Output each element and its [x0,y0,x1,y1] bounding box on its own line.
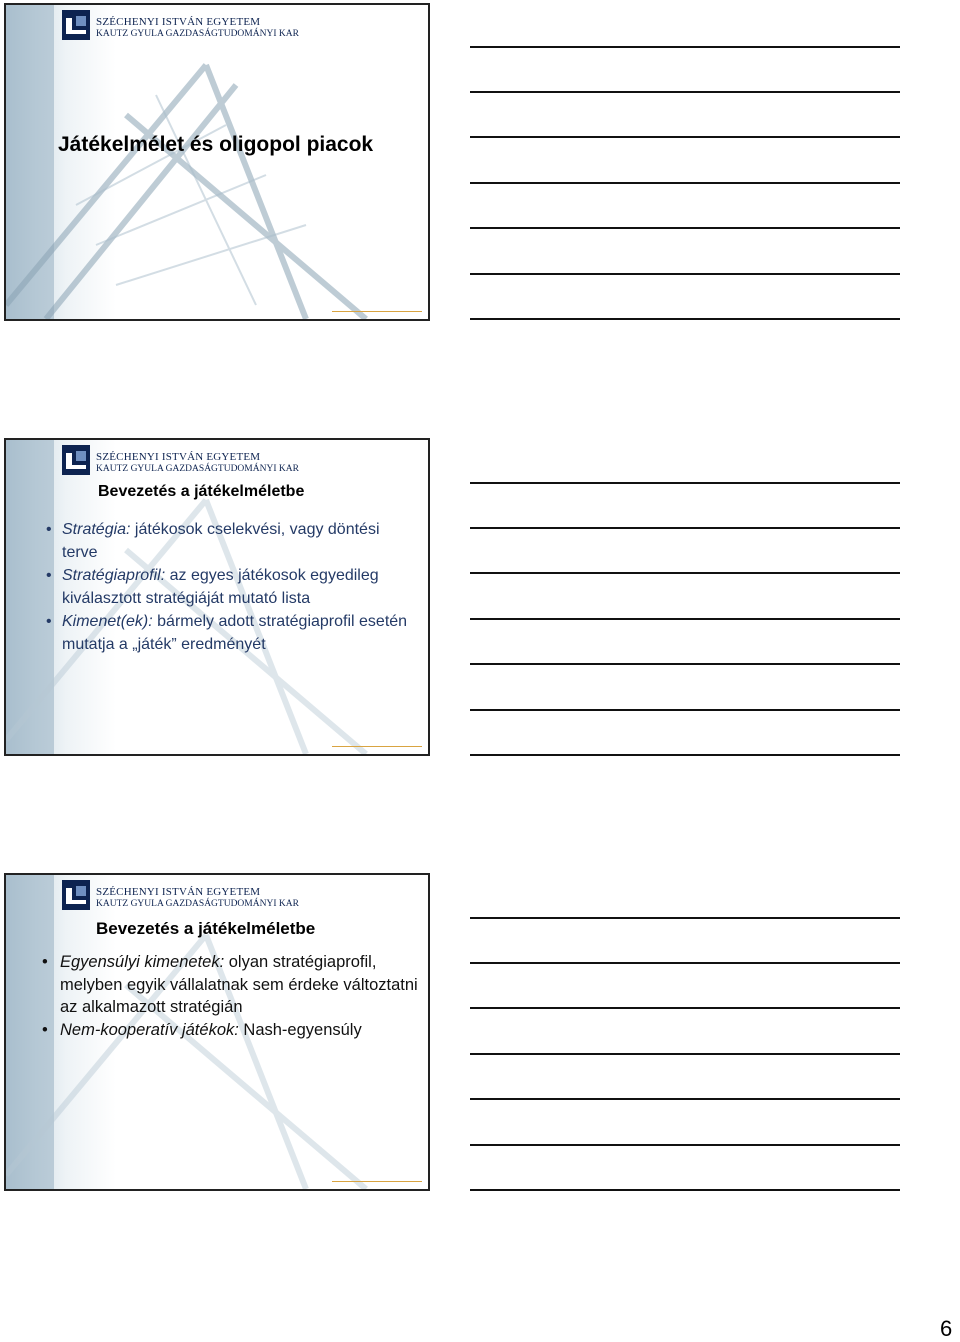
bullet-text: az egyes játékosok egyedileg kiválasztott stratégiáját mutató lista [62,567,379,607]
note-line [470,754,900,756]
note-line [470,527,900,529]
bullet-text: olyan stratégiaprofil, melyben egyik vállalatnak sem érdeke változtatni az alkalmazott stratégián [60,953,418,1016]
note-line [470,618,900,620]
slide-title: Bevezetés a játékelméletbe [98,483,305,500]
university-name: SZÉCHENYI ISTVÁN EGYETEM [96,451,261,463]
logo-emblem-icon [62,880,90,910]
logo-emblem-icon [62,445,90,475]
slide-title: Bevezetés a játékelméletbe [96,919,316,938]
bullet-term: Stratégiaprofil: [62,567,166,584]
note-line [470,136,900,138]
note-line [470,1189,900,1191]
bullet-text: Nash-egyensúly [238,1020,362,1039]
logo-emblem-icon [62,10,90,40]
note-line [470,1144,900,1146]
footer-accent-line [332,311,422,312]
list-item [44,518,414,564]
note-line [470,273,900,275]
bullet-text: játékosok cselekvési, vagy döntési terve [62,521,380,561]
bullet-term: Stratégia: [62,521,131,538]
slide-1 [4,3,430,321]
bullet-text: bármely adott stratégiaprofil esetén mutatja a „játék” eredményét [62,613,408,653]
note-line [470,663,900,665]
footer-accent-line [332,1181,422,1182]
note-line [470,182,900,184]
bullet-term: Kimenet(ek): [62,613,153,630]
footer-accent-line [332,746,422,747]
note-line [470,1053,900,1055]
faculty-name: KAUTZ GYULA GAZDASÁGTUDOMÁNYI KAR [96,29,299,39]
university-name: SZÉCHENYI ISTVÁN EGYETEM [96,16,261,28]
slide-3 [4,873,430,1191]
page-number: 6 [940,1316,953,1341]
note-line [470,1098,900,1100]
note-line [470,917,900,919]
note-line [470,709,900,711]
list-item [40,951,425,1019]
bullet-list [44,518,414,656]
faculty-name: KAUTZ GYULA GAZDASÁGTUDOMÁNYI KAR [96,464,299,474]
note-line [470,91,900,93]
bullet-term: Nem-kooperatív játékok: [60,1020,239,1039]
note-line [470,318,900,320]
slide-title: Játékelmélet és oligopol piacok [58,133,374,156]
note-line [470,572,900,574]
bullet-list [40,951,425,1041]
note-line [470,227,900,229]
note-line [470,46,900,48]
background-tower-image [6,5,428,319]
list-item [40,1019,425,1042]
list-item [44,564,414,610]
note-line [470,962,900,964]
list-item [44,610,414,656]
faculty-name: KAUTZ GYULA GAZDASÁGTUDOMÁNYI KAR [96,899,299,909]
slide-2 [4,438,430,756]
note-line [470,1007,900,1009]
bullet-term: Egyensúlyi kimenetek: [60,953,225,971]
university-name: SZÉCHENYI ISTVÁN EGYETEM [96,886,261,898]
note-line [470,482,900,484]
